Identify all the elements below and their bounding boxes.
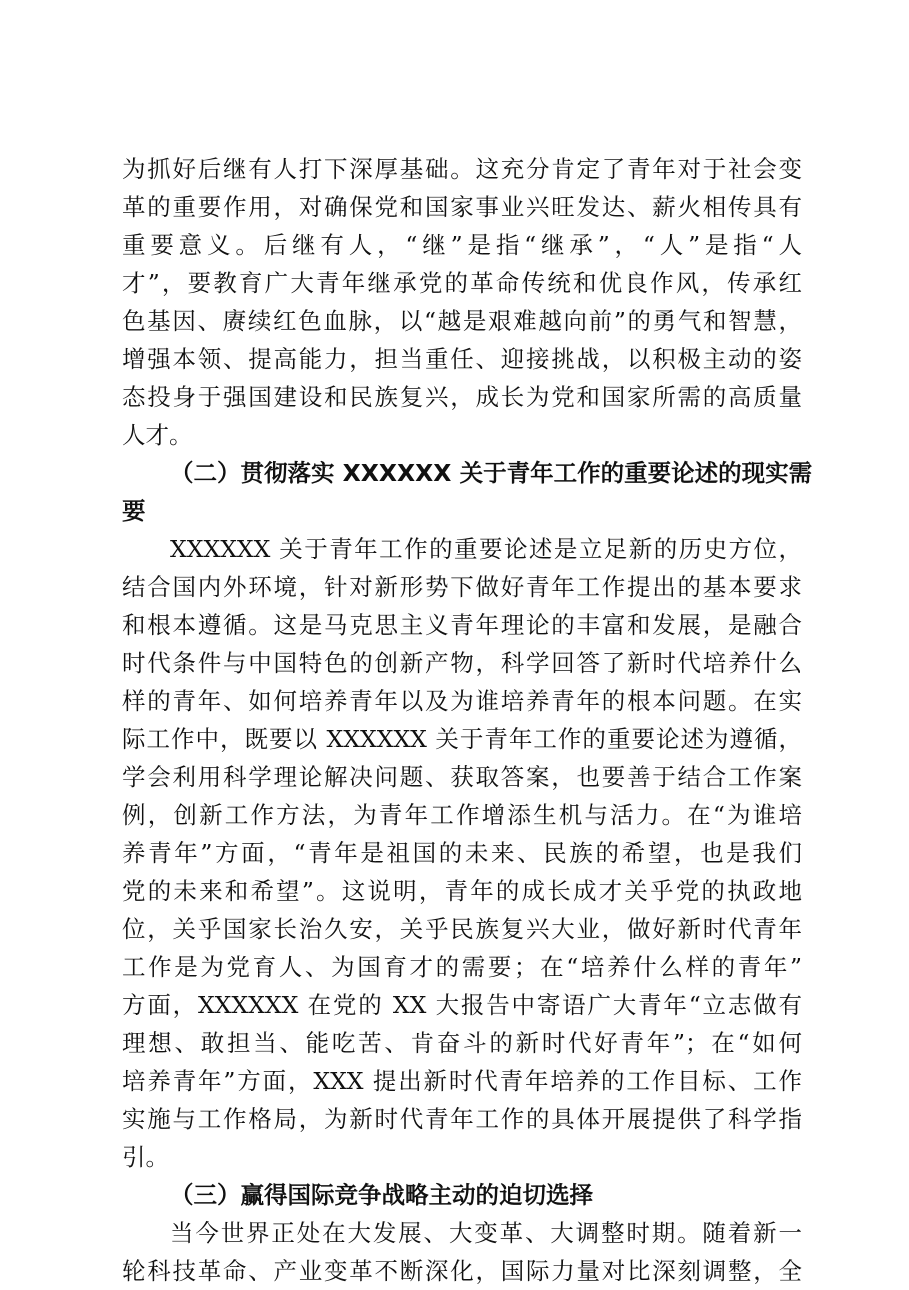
text-line: 结合国内外环境，针对新形势下做好青年工作提出的基本要求: [122, 573, 802, 601]
text-line: XXXXXX 关于青年工作的重要论述是立足新的历史方位，: [170, 535, 802, 563]
text-line: 理想、敢担当、能吃苦、肯奋斗的新时代好青年”；在“如何: [122, 1029, 802, 1057]
text-line: 革的重要作用，对确保党和国家事业兴旺发达、薪火相传具有: [122, 193, 802, 221]
text-line: 际工作中，既要以 XXXXXX 关于青年工作的重要论述为遵循，: [122, 725, 802, 753]
text-line: 色基因、赓续红色血脉，以“越是艰难越向前”的勇气和智慧，: [122, 307, 802, 335]
text-line: 增强本领、提高能力，担当重任、迎接挑战，以积极主动的姿: [122, 345, 802, 373]
text-line: 和根本遵循。这是马克思主义青年理论的丰富和发展，是融合: [122, 611, 802, 639]
text-line: 党的未来和希望”。这说明，青年的成长成才关乎党的执政地: [122, 877, 802, 905]
text-line: 轮科技革命、产业变革不断深化，国际力量对比深刻调整，全: [122, 1257, 802, 1285]
text-line: 当今世界正处在大发展、大变革、大调整时期。随着新一: [170, 1219, 802, 1247]
section-heading: （二）贯彻落实 XXXXXX 关于青年工作的重要论述的现实需: [170, 459, 813, 487]
text-line: 人才。: [122, 421, 193, 449]
text-line: 例，创新工作方法，为青年工作增添生机与活力。在“为谁培: [122, 801, 802, 829]
text-line: 时代条件与中国特色的创新产物，科学回答了新时代培养什么: [122, 649, 802, 677]
text-line: 位，关乎国家长治久安，关乎民族复兴大业，做好新时代青年: [122, 915, 802, 943]
text-line: 培养青年”方面，XXX 提出新时代青年培养的工作目标、工作: [122, 1067, 802, 1095]
text-line: 学会利用科学理论解决问题、获取答案，也要善于结合工作案: [122, 763, 802, 791]
section-heading-continued: 要: [122, 497, 146, 525]
text-line: 实施与工作格局，为新时代青年工作的具体开展提供了科学指: [122, 1105, 802, 1133]
text-line: 工作是为党育人、为国育才的需要；在“培养什么样的青年”: [122, 953, 802, 981]
text-line: 样的青年、如何培养青年以及为谁培养青年的根本问题。在实: [122, 687, 802, 715]
text-line: 态投身于强国建设和民族复兴，成长为党和国家所需的高质量: [122, 383, 802, 411]
text-line: 方面，XXXXXX 在党的 XX 大报告中寄语广大青年“立志做有: [122, 991, 802, 1019]
text-line: 才”，要教育广大青年继承党的革命传统和优良作风，传承红: [122, 269, 802, 297]
section-heading: （三）赢得国际竞争战略主动的迫切选择: [170, 1181, 593, 1209]
text-line: 为抓好后继有人打下深厚基础。这充分肯定了青年对于社会变: [122, 155, 802, 183]
text-line: 重要意义。后继有人，“继”是指“继承”，“人”是指“人: [122, 231, 802, 259]
text-line: 养青年”方面，“青年是祖国的未来、民族的希望，也是我们: [122, 839, 802, 867]
text-line: 引。: [122, 1143, 169, 1171]
